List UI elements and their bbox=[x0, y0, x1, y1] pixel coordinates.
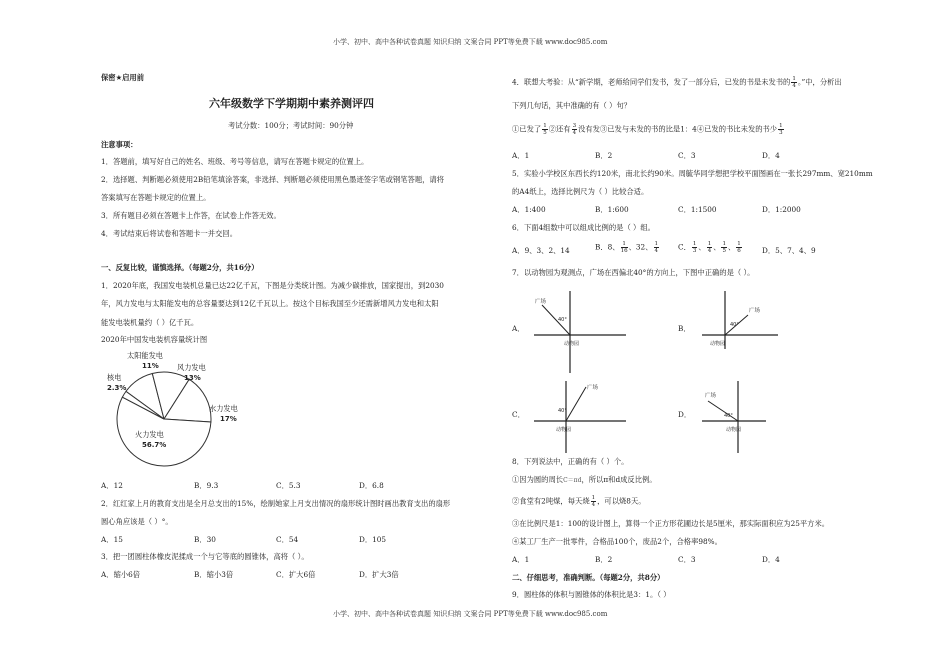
label-hydro: 水力发电 bbox=[209, 404, 238, 413]
q7-c-place: 广场 bbox=[587, 385, 599, 391]
frac-numerator: 3 bbox=[572, 123, 577, 129]
section-1-heading: 一、反复比较，谨慎选择。（每题2分，共16分） bbox=[101, 263, 259, 272]
notice-title: 注意事项： bbox=[101, 140, 138, 149]
q5-line-2: 的A4纸上，选择比例尺为（ ）比较合适。 bbox=[512, 187, 649, 196]
q8-line: 8．下列说法中，正确的有（ ）个。 bbox=[512, 457, 629, 466]
q1-option-a: A．12 bbox=[101, 481, 123, 490]
q6-c-pre: C． bbox=[678, 242, 691, 252]
q3-line: 3．把一团圆柱体橡皮泥揉成一个与它等底的圆锥体，高将（ ）。 bbox=[101, 552, 309, 561]
q7-label-a: A． bbox=[512, 324, 525, 333]
q4-frac-c bbox=[778, 123, 784, 136]
q3-option-c: C．扩大6倍 bbox=[276, 570, 316, 579]
q8-s1-formula: C＝πd bbox=[563, 477, 582, 484]
q9-line: 9．圆柱体的体积与圆锥体的体积比是3：1。（ ） bbox=[512, 590, 671, 599]
q2-line-2: 圆心角应该是（ ）°。 bbox=[101, 517, 173, 526]
frac-denominator: 4 bbox=[572, 130, 577, 136]
q8-statement-3: ③在比例尺是1：100的设计图上，算得一个正方形花圃边长是5厘米，那实际面积应为25平方米。 bbox=[512, 519, 830, 528]
page-title: 六年级数学下学期期中素养测评四 bbox=[209, 97, 374, 110]
q6-c-frac-2 bbox=[707, 241, 713, 254]
frac-denominator: 6 bbox=[737, 248, 741, 254]
q4-line-1 bbox=[512, 76, 842, 89]
page-header: 小学、初中、高中各种试卷真题 知识归纳 文案合同 PPT等免费下载 www.doc985.com bbox=[333, 38, 608, 46]
frac-numerator: 1 bbox=[707, 241, 712, 247]
q4-option-b: B．2 bbox=[595, 151, 613, 160]
frac-denominator: 4 bbox=[654, 248, 658, 254]
label-nuclear: 核电 bbox=[107, 373, 122, 382]
q5-option-a: A．1:400 bbox=[512, 205, 546, 214]
notice-2: 2．选择题、判断题必须使用2B铅笔填涂答案，非选择、判断题必须使用黑色墨迹签字笔或钢笔答题，请将 bbox=[101, 175, 445, 184]
notice-2-cont: 答案填写在答题卡规定的位置上。 bbox=[101, 193, 211, 202]
q4-option-d: D．4 bbox=[762, 151, 780, 160]
q6-option-b bbox=[595, 241, 660, 254]
frac-numerator: 1 bbox=[722, 241, 726, 247]
q8-statement-2 bbox=[512, 495, 646, 508]
q8-s2-frac bbox=[591, 495, 597, 508]
q3-option-b: B．缩小3倍 bbox=[194, 570, 234, 579]
q1-line-2: 年，风力发电与太阳能发电的总容量要达到12亿千瓦以上。按这个目标我国至少还需新增风力发电和太阳 bbox=[101, 299, 439, 308]
label-thermal: 火力发电 bbox=[135, 430, 164, 439]
frac-numerator: 1 bbox=[622, 241, 626, 247]
q7-label-d: D． bbox=[678, 410, 692, 419]
q8-statement-4: ④某工厂生产一批零件，合格品100个，废品2个，合格率98%。 bbox=[512, 537, 722, 546]
q6-c-frac-1 bbox=[692, 241, 698, 254]
q8-option-b: B．2 bbox=[595, 555, 613, 564]
q6-line: 6．下面4组数中可以组成比例的是（ ）组。 bbox=[512, 223, 655, 232]
frac-numerator: 1 bbox=[543, 123, 547, 129]
q7-label-c: C． bbox=[512, 410, 525, 419]
q3-option-a: A．缩小6倍 bbox=[101, 570, 141, 579]
q4-stmt-3-4: 没有发③已发与未发的书的比是1：4④已发的书比未发的书少 bbox=[578, 124, 778, 134]
q4-frac-a bbox=[542, 123, 548, 136]
label-solar-pct: 11% bbox=[142, 362, 159, 370]
q5-line-1: 5．实验小学校区东西长约120米，南北长约90米。周毓华同学想把学校平面图画在一张长297mm、宽210mm bbox=[512, 169, 873, 178]
q3-option-d: D．扩大3倍 bbox=[359, 570, 399, 579]
q6-b-frac bbox=[621, 241, 628, 254]
frac-denominator: 4 bbox=[591, 502, 596, 508]
label-wind: 风力发电 bbox=[177, 363, 206, 372]
q7-b-origin: 动物园 bbox=[710, 341, 726, 347]
label-wind-pct: 13% bbox=[184, 374, 201, 382]
q6-option-a: A．9、3、2、14 bbox=[512, 246, 570, 255]
q4-stmt-1: ①已发了 bbox=[512, 124, 542, 134]
q2-line-1: 2．红红家上月的教育支出是全月总支出的15%，绘制她家上月支出情况的扇形统计图时画出教育支出的扇形 bbox=[101, 499, 451, 508]
q7-label-b: B． bbox=[678, 324, 691, 333]
q4-fraction bbox=[791, 76, 797, 89]
notice-4: 4．考试结束后将试卷和答题卡一并交回。 bbox=[101, 229, 237, 238]
q7-diagram-d bbox=[700, 379, 800, 455]
q4-frac-b bbox=[572, 123, 578, 136]
q6-option-d: D．5、7、4、9 bbox=[762, 246, 816, 255]
q4-line-3 bbox=[512, 123, 785, 136]
q4-option-a: A．1 bbox=[512, 151, 530, 160]
label-solar: 太阳能发电 bbox=[127, 351, 163, 360]
q8-s1-pre: ①因为圆的周长 bbox=[512, 475, 564, 484]
q1-line-3: 能发电装机量约（ ）亿千瓦。 bbox=[101, 318, 199, 327]
frac-numerator: 1 bbox=[779, 123, 783, 129]
frac-numerator: 1 bbox=[692, 241, 697, 247]
frac-numerator: 1 bbox=[737, 241, 741, 247]
notice-3: 3．所有题目必须在答题卡上作答，在试卷上作答无效。 bbox=[101, 211, 281, 220]
q2-option-c: C．54 bbox=[276, 535, 299, 544]
q6-c-frac-4 bbox=[736, 241, 742, 254]
q7-c-angle: 40° bbox=[558, 408, 567, 414]
frac-denominator: 3 bbox=[779, 130, 783, 136]
pie-chart bbox=[101, 347, 261, 469]
frac-numerator: 1 bbox=[591, 495, 596, 501]
q4-line-1-post: 。”中，分析出 bbox=[797, 77, 842, 87]
q7-b-place: 广场 bbox=[749, 308, 761, 314]
q4-line-2: 下列几句话，其中准确的有（ ）句？ bbox=[512, 101, 632, 110]
q6-b-pre: B．8、 bbox=[595, 242, 620, 252]
q8-s2-post: ，可以烧8天。 bbox=[597, 496, 646, 506]
q8-option-a: A．1 bbox=[512, 555, 530, 564]
q4-stmt-2: ②还有 bbox=[548, 124, 571, 134]
q8-s1-post: ，所以π和d成反比例。 bbox=[581, 475, 657, 484]
q1-line-1: 1．2020年底，我国发电装机总量已达22亿千瓦，下图是分类统计图。为减少碳排放，国家提出，到2030 bbox=[101, 281, 444, 290]
q7-diagram-c bbox=[530, 379, 630, 455]
section-2-heading: 二、仔细思考，准确判断。（每题2分，共8分） bbox=[512, 573, 665, 582]
q6-option-c: C． $\frac{1}{3}$ 、 $\frac{1}{4}$ 、 $\frac{1}{5}$ 、 $\frac{1}{6}$ bbox=[678, 241, 741, 254]
notice-1: 1．答题前，填写好自己的姓名、班级、考号等信息，请写在答题卡规定的位置上。 bbox=[101, 157, 369, 166]
q4-line-1-pre: 4．联想大考验：从“新学期，老师给同学们发书，发了一部分后，已发的书是未发书的 bbox=[512, 77, 791, 87]
frac-denominator: 16 bbox=[620, 248, 628, 254]
frac-denominator: 5 bbox=[722, 248, 726, 254]
q7-a-origin: 动物园 bbox=[564, 341, 580, 347]
label-nuclear-pct: 2.3% bbox=[107, 384, 127, 392]
q5-option-b: B．1:600 bbox=[595, 205, 629, 214]
exam-meta: 考试分数：100分；考试时间：90分钟 bbox=[228, 121, 354, 130]
q7-b-angle: 40° bbox=[730, 322, 739, 328]
q7-d-place: 广场 bbox=[705, 393, 717, 399]
frac-numerator: 1 bbox=[792, 76, 796, 82]
q1-option-c: C．5.3 bbox=[276, 481, 301, 490]
q5-option-d: D．1:2000 bbox=[762, 205, 801, 214]
q7-c-origin: 动物园 bbox=[556, 427, 572, 433]
q7-a-place: 广场 bbox=[535, 299, 547, 305]
q6-b-post: 、32、 bbox=[628, 242, 653, 252]
q1-option-b: B．9.3 bbox=[194, 481, 219, 490]
frac-denominator: 5 bbox=[543, 130, 547, 136]
q8-s2-pre: ②食堂有2吨煤，每天烧 bbox=[512, 496, 590, 506]
label-thermal-pct: 56.7% bbox=[142, 441, 167, 449]
page-footer: 小学、初中、高中各种试卷真题 知识归纳 文案合同 PPT等免费下载 www.doc985.com bbox=[333, 610, 608, 618]
q2-option-d: D．105 bbox=[359, 535, 387, 544]
q7-a-angle: 40° bbox=[558, 317, 567, 323]
frac-denominator: 4 bbox=[792, 83, 796, 89]
q2-option-a: A．15 bbox=[101, 535, 123, 544]
q6-c-frac-3 bbox=[721, 241, 727, 254]
frac-denominator: 3 bbox=[692, 248, 697, 254]
q5-option-c: C．1:1500 bbox=[678, 205, 717, 214]
q2-option-b: B．30 bbox=[194, 535, 216, 544]
q7-diagram-a bbox=[530, 289, 630, 375]
q8-statement-1 bbox=[512, 475, 657, 486]
secret-label: 保密★启用前 bbox=[101, 73, 145, 82]
frac-denominator: 4 bbox=[707, 248, 712, 254]
frac-numerator: 1 bbox=[654, 241, 658, 247]
q7-diagram-b bbox=[700, 289, 800, 375]
q7-d-angle: 40° bbox=[724, 413, 733, 419]
q7-d-origin: 动物园 bbox=[726, 427, 742, 433]
q4-option-c: C．3 bbox=[678, 151, 696, 160]
q8-option-c: C．3 bbox=[678, 555, 696, 564]
q8-option-d: D．4 bbox=[762, 555, 780, 564]
q6-b-frac-2 bbox=[654, 241, 660, 254]
q1-option-d: D．6.8 bbox=[359, 481, 384, 490]
label-hydro-pct: 17% bbox=[220, 415, 237, 423]
q7-line: 7．以动物园为观测点，广场在西偏北40°的方向上，下图中正确的是（ ）。 bbox=[512, 268, 755, 277]
chart-caption: 2020年中国发电装机容量统计图 bbox=[101, 335, 208, 344]
